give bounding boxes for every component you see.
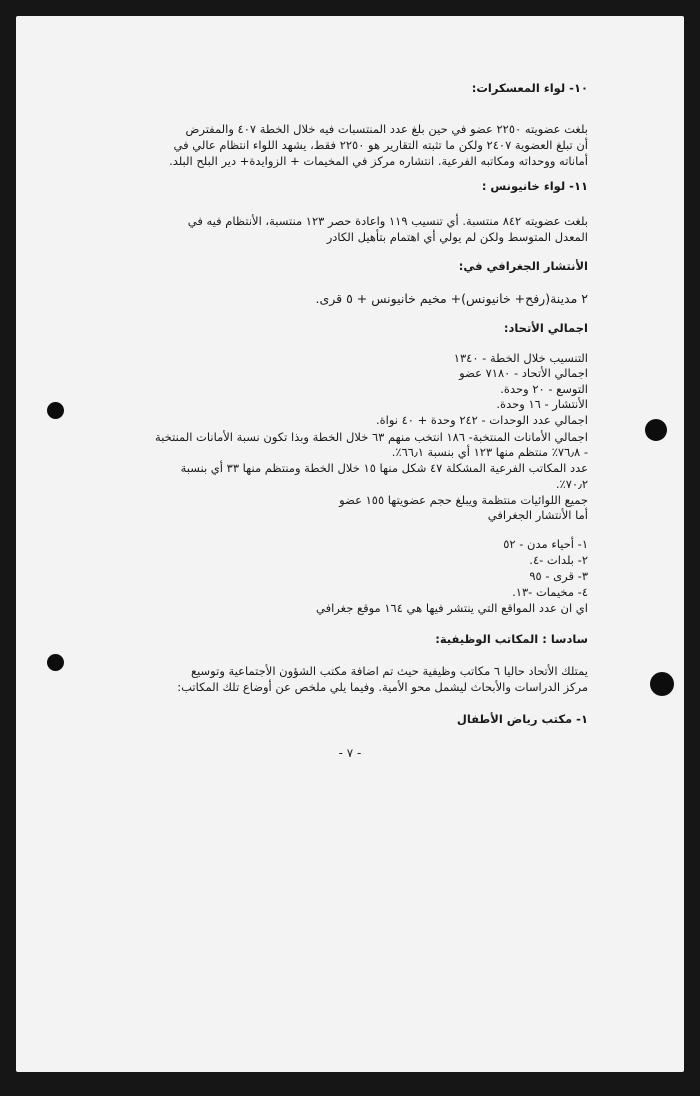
list-item: ١- أحياء مدن - ٥٢ xyxy=(503,537,588,551)
stat-line: اجمالي عدد الوحدات - ٢٤٢ وحدة + ٤٠ نواة. xyxy=(375,413,588,427)
document-page xyxy=(16,16,684,1072)
stat-line: - ٧٦٫٨٪ منتظم منها ١٢٣ أي بنسبة ٦٦٫١٪. xyxy=(391,445,588,459)
text-line: اي ان عدد المواقع التي ينتشر فيها هي ١٦٤ موقع جغرافي xyxy=(316,601,588,615)
page-number: - ٧ - xyxy=(338,746,362,760)
stat-line: اجمالي الأمانات المنتخبة- ١٨٦ انتخب منهم ٦٣ خلال الخطة وبذا تكون نسبة الأمانات المنتخبة xyxy=(155,430,588,444)
stat-line: التوسع - ٢٠ وحدة. xyxy=(500,382,588,396)
text-line: مركز الدراسات والأبحاث ليشمل محو الأمية. وفيما يلي ملخص عن أوضاع تلك المكاتب: xyxy=(177,680,588,694)
section-heading: ١- مكتب رياض الأطفال xyxy=(456,712,588,726)
text-line: يمتلك الأتحاد حاليا ٦ مكاتب وظيفية حيث تم اضافة مكتب الشؤون الأجتماعية وتوسيع xyxy=(190,664,588,678)
stat-line: ٧٠٫٢٪. xyxy=(555,477,588,491)
text-line: بلغت عضويته ٨٤٢ منتسبة. أي تنسيب ١١٩ واعادة حصر ١٢٣ منتسبة، الأنتظام فيه في xyxy=(187,214,588,228)
stat-line: جميع اللوائيات منتظمة ويبلغ حجم عضويتها ١٥٥ عضو xyxy=(339,493,588,507)
text-line: بلغت عضويته ٢٢٥٠ عضو في حين بلغ عدد المنتسبات فيه خلال الخطة ٤٠٧ والمفترض xyxy=(185,122,588,136)
section-heading: سادسا : المكاتب الوظيفية: xyxy=(435,632,588,646)
text-line: أماناته ووحداته ومكاتبه الفرعية. انتشاره مركز في المخيمات + الزوايدة+ دير البلح البلد. xyxy=(169,154,588,168)
text-line: أن تبلغ العضوية ٢٤٠٧ ولكن ما تثبته التقارير هو ٢٢٥٠ فقط، يشهد اللواء انتظام عالي في xyxy=(173,138,588,152)
stat-line: اجمالي الأتحاد - ٧١٨٠ عضو xyxy=(459,366,588,380)
list-item: ٢- بلدات -٤. xyxy=(529,553,588,567)
section-heading: ١٠- لواء المعسكرات: xyxy=(471,81,588,95)
section-heading: الأنتشار الجغرافي في: xyxy=(458,259,588,273)
text-line: المعدل المتوسط ولكن لم يولي أي اهتمام بتأهيل الكادر xyxy=(326,230,588,244)
section-heading: ١١- لواء خانيونس : xyxy=(481,179,588,193)
section-heading: اجمالي الأتحاد: xyxy=(503,321,588,335)
stat-line: أما الأنتشار الجغرافي xyxy=(487,508,588,522)
punch-hole xyxy=(650,672,674,696)
stat-line: التنسيب خلال الخطة - ١٣٤٠ xyxy=(453,351,588,365)
stat-line: عدد المكاتب الفرعية المشكلة ٤٧ شكل منها ١٥ خلال الخطة ومنتظم منها ٣٣ أي بنسبة xyxy=(180,461,588,475)
punch-hole xyxy=(645,419,667,441)
stat-line: الأنتشار - ١٦ وحدة. xyxy=(496,397,588,411)
document-body xyxy=(16,16,588,1016)
text-line: ٢ مدينة(رفح+ خانيونس)+ مخيم خانيونس + ٥ قرى. xyxy=(315,291,588,306)
list-item: ٣- قرى - ٩٥ xyxy=(529,569,588,583)
list-item: ٤- مخيمات -١٣. xyxy=(512,585,588,599)
